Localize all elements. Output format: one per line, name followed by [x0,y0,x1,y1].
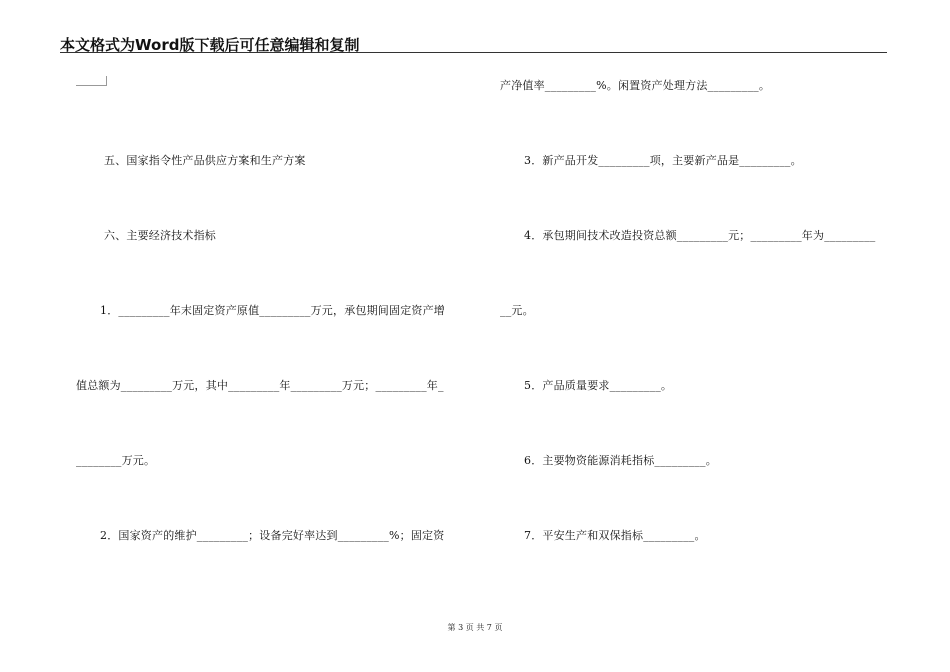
indicator-6-line: 6．主要物资能源消耗指标_________。 [524,454,717,467]
indicator-4-continuation: __元。 [500,304,534,317]
indicator-1-end: ________万元。 [76,454,156,467]
indicator-5-line: 5．产品质量要求_________。 [524,379,673,392]
table-border-fragment [76,76,107,86]
indicator-2-line: 2．国家资产的维护_________；设备完好率达到_________%；固定资 [100,529,445,542]
document-header-title: 本文格式为Word版下载后可任意编辑和复制 [60,36,360,54]
indicator-1-continuation: 值总额为_________万元，其中_________年_________万元；_________年_ [76,379,444,392]
indicator-2-continuation: 产净值率_________%。闲置资产处理方法_________。 [500,79,771,92]
header-divider [60,52,887,53]
section-5-heading: 五、国家指令性产品供应方案和生产方案 [104,154,306,167]
indicator-1-line: 1．_________年末固定资产原值_________万元，承包期间固定资产增 [100,304,445,317]
page-number: 第 3 页 共 7 页 [447,623,503,632]
indicator-3-line: 3．新产品开发_________项，主要新产品是_________。 [524,154,802,167]
section-6-heading: 六、主要经济技术指标 [104,229,216,242]
indicator-4-line: 4．承包期间技术改造投资总额_________元；_________年为_________ [524,229,876,242]
indicator-7-line: 7．平安生产和双保指标_________。 [524,529,706,542]
